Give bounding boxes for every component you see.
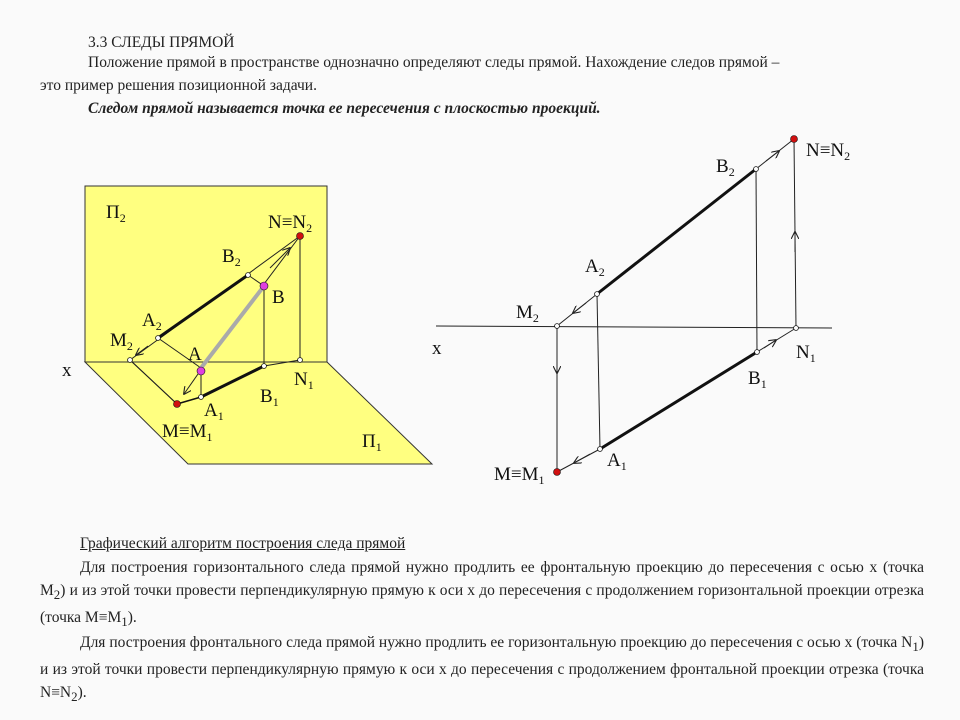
algorithm-paragraph-2: Для построения фронтального следа прямой нужно продлить ее горизонтальную проекцию до пересечения с осью x (точка $N_1$) и из этой точки провести перпендикулярную прямую к оси x до пересечения с продолжением фронтальной проекции отрезка (точка $N\equiv N_2$). [40, 634, 924, 705]
label-m2-3d: $M_2$ [110, 330, 133, 353]
point-a2 [156, 336, 161, 341]
label-n1-epure: $N_1$ [796, 342, 816, 365]
label-m2-epure: $M_2$ [516, 302, 539, 325]
label-b1-3d: $B_1$ [260, 386, 279, 409]
epure-point-a1 [598, 447, 603, 452]
epure-point-b1 [755, 350, 760, 355]
label-axis-x-3d: x [62, 360, 72, 381]
label-m-m1-3d: $M\equiv M_1$ [162, 421, 213, 444]
epure-horiz-thin-top [757, 328, 796, 352]
label-plane-front: $П_2$ [106, 202, 126, 225]
epure-point-n [791, 136, 798, 143]
label-b1-epure: $B_1$ [748, 368, 767, 391]
point-a [197, 367, 205, 375]
algorithm-title: Графический алгоритм построения следа прямой [80, 535, 406, 552]
point-b2 [246, 273, 251, 278]
label-a2-3d: $A_2$ [142, 310, 162, 333]
label-axis-x-epure: x [432, 338, 442, 359]
label-b-3d: B [272, 287, 285, 308]
label-n1-3d: $N_1$ [294, 369, 314, 392]
epure-point-m [554, 469, 561, 476]
point-a1 [199, 395, 204, 400]
definition-text: Следом прямой называется точка ее пересечения с плоскостью проекций. [88, 100, 601, 117]
label-n-n2-3d: $N\equiv N_2$ [268, 212, 313, 235]
label-plane-horizontal: $П_1$ [362, 431, 382, 454]
diagram-epure [432, 136, 850, 488]
label-a1-3d: $A_1$ [204, 400, 224, 423]
point-n [297, 233, 304, 240]
point-n1 [298, 358, 303, 363]
epure-point-a2 [595, 292, 600, 297]
intro-line-1: Положение прямой в пространстве однозначно определяют следы прямой. Нахождение следов прямой – [88, 54, 780, 71]
diagram-3d [62, 186, 432, 464]
epure-point-n1 [794, 326, 799, 331]
epure-verticals [557, 139, 796, 472]
point-m2 [128, 358, 133, 363]
epure-point-m2 [555, 324, 560, 329]
label-b2-epure: $B_2$ [716, 156, 735, 179]
arrow-epure-m2 [573, 303, 586, 313]
epure-a2b2 [597, 169, 756, 294]
axis-x-epure [436, 326, 832, 328]
arrow-epure-m1 [574, 454, 590, 463]
point-b [260, 282, 268, 290]
arrow-epure-n1 [764, 340, 776, 348]
arrow-epure-n2 [766, 151, 779, 161]
label-a2-epure: $A_2$ [585, 256, 605, 279]
label-b2-3d: $B_2$ [222, 246, 241, 269]
label-a1-epure: $A_1$ [607, 450, 627, 473]
algorithm-paragraph-1: Для построения горизонтального следа прямой нужно продлить ее фронтальную проекцию до пересечения с осью x (точка $M_2$) и из этой точки провести перпендикулярную прямую к оси x до пересечения с продолжением горизонтальной проекции отрезка (точка $M\equiv M_1$). [40, 559, 924, 630]
intro-line-2: это пример решения позиционной задачи. [40, 77, 317, 94]
label-a-3d: A [188, 344, 202, 365]
point-b1 [262, 364, 267, 369]
label-n-n2-epure: $N\equiv N_2$ [806, 140, 851, 163]
label-m-m1-epure: $M\equiv M_1$ [494, 464, 545, 487]
point-m [174, 401, 181, 408]
section-title: 3.3 СЛЕДЫ ПРЯМОЙ [88, 34, 235, 51]
epure-a1b1 [600, 352, 757, 449]
epure-point-b2 [754, 167, 759, 172]
